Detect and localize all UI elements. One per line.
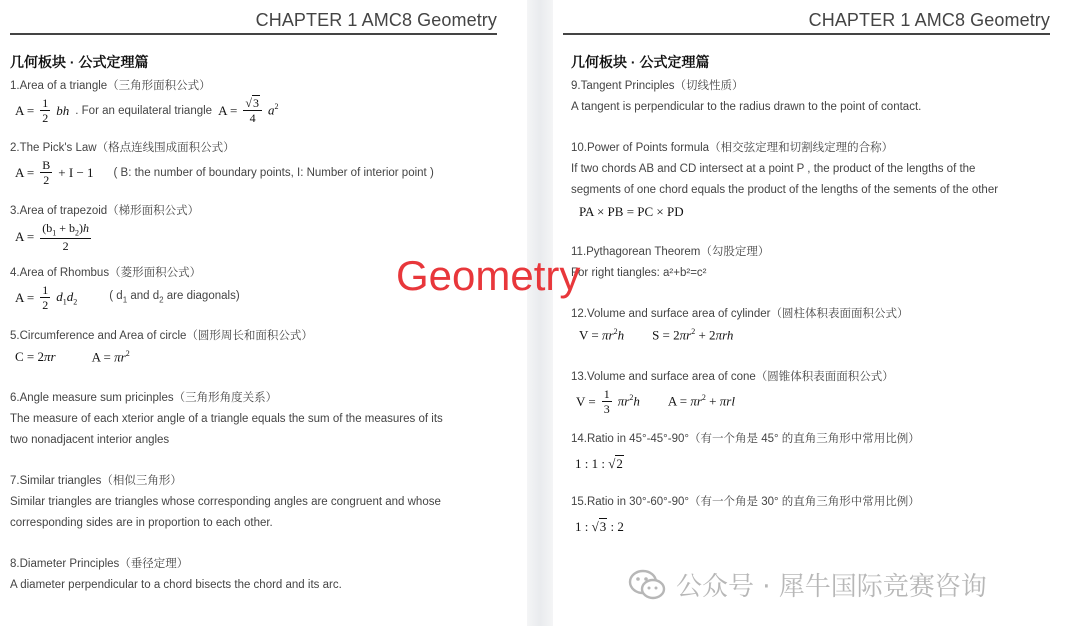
- item-title: 2.The Pick's Law（格点连线围成面积公式）: [10, 142, 235, 154]
- item-line: A tangent is perpendicular to the radius drawn to the point of contact.: [571, 101, 922, 113]
- item-tangent: [571, 76, 1071, 118]
- item-similar-triangles: [10, 471, 510, 534]
- item-title: 12.Volume and surface area of cylinder（圆柱体积表面面积公式）: [571, 308, 909, 320]
- formula-picks-law: A = $\frac{B}{2}$ + I − 1 ( B: the number of boundary points, I: Number of interior point ): [15, 158, 434, 187]
- item-circle: [10, 326, 510, 365]
- formula-rhombus-area: A = $\frac{1}{2}$ $d_1d_2$ ( $d_1$ and $d_2$ are diagonals): [15, 283, 240, 312]
- formula-cone: V = $\frac{1}{3}$ $\pi r^2h$ $A = \pi r^2 + \pi rl$: [576, 387, 735, 416]
- item-line: A diameter perpendicular to a chord bisects the chord and its arc.: [10, 579, 342, 591]
- item-cylinder: [571, 304, 1071, 343]
- item-line: The measure of each xterior angle of a triangle equals the sum of the measures of its: [10, 413, 443, 425]
- item-title: 14.Ratio in 45°-45°-90°（有一个角是 45° 的直角三角形中常用比例）: [571, 433, 920, 445]
- item-line: If two chords AB and CD intersect at a point P , the product of the lengths of the: [571, 163, 976, 175]
- right-page: [553, 0, 1080, 626]
- formula-ratio-30: 1 : √3 : 2: [575, 519, 624, 534]
- item-title: 9.Tangent Principles（切线性质）: [571, 80, 744, 92]
- formula-cylinder: $V = \pi r^2h$ $S = 2\pi r^2 + 2\pi rh$: [579, 327, 734, 343]
- item-line: For right tiangles: a²+b²=c²: [571, 267, 707, 279]
- item-title: 5.Circumference and Area of circle（圆形周长和面积公式）: [10, 330, 313, 342]
- formula-power-of-point: PA × PB = PC × PD: [579, 204, 684, 219]
- item-line: corresponding sides are in proportion to each other.: [10, 517, 273, 529]
- item-angle-sum: [10, 388, 510, 451]
- item-title: 15.Ratio in 30°-60°-90°（有一个角是 30° 的直角三角形中常用比例）: [571, 496, 920, 508]
- page-header: CHAPTER 1 AMC8 Geometry: [255, 10, 497, 30]
- geometry-watermark: Geometry: [396, 252, 581, 299]
- item-title: 4.Area of Rhombus（菱形面积公式）: [10, 267, 202, 279]
- formula-ratio-45: 1 : 1 : √2: [575, 456, 623, 471]
- item-ratio-45: [571, 429, 1071, 472]
- item-pythagorean: [571, 242, 1071, 284]
- item-picks-law: [10, 138, 510, 186]
- item-line: segments of one chord equals the product of the lengths of the sements of the other: [571, 184, 999, 196]
- item-title: 6.Angle measure sum pricinples（三角形角度关系）: [10, 392, 278, 404]
- item-title: 1.Area of a triangle（三角形面积公式）: [10, 80, 211, 92]
- formula-triangle-area: A = $\frac{1}{2}$ bh . For an equilateral triangle A = $\frac{√3}{4}$ $a^2$: [15, 96, 279, 125]
- item-power-of-point: [571, 138, 1071, 220]
- item-title: 10.Power of Points formula（相交弦定理和切割线定理的合称）: [571, 142, 894, 154]
- section-title: 几何板块 · 公式定理篇: [10, 54, 149, 70]
- item-title: 7.Similar triangles（相似三角形）: [10, 475, 182, 487]
- item-ratio-30: [571, 492, 1071, 535]
- item-cone: [571, 367, 1071, 415]
- formula-note: . For an equilateral triangle: [75, 104, 213, 117]
- formula-circle: C = 2πr $A = \pi r^2$: [15, 349, 130, 365]
- account-name: 公众号 · 犀牛国际竞赛咨询: [676, 572, 987, 602]
- item-diameter: [10, 554, 510, 596]
- item-trapezoid-area: [10, 201, 510, 252]
- header-rule: [563, 33, 1050, 35]
- formula-note: ( B: the number of boundary points, I: Number of interior point ): [113, 166, 434, 179]
- left-page: [0, 0, 527, 626]
- header-rule: [10, 33, 497, 35]
- item-title: 3.Area of trapezoid（梯形面积公式）: [10, 205, 200, 217]
- account-watermark: [628, 566, 987, 603]
- section-title: 几何板块 · 公式定理篇: [571, 54, 710, 70]
- page-gutter: [527, 0, 553, 626]
- item-line: two nonadjacent interior angles: [10, 434, 170, 446]
- item-triangle-area: [10, 76, 510, 124]
- item-title: 11.Pythagorean Theorem（勾股定理）: [571, 246, 770, 258]
- wechat-icon: [628, 569, 666, 601]
- page-header: CHAPTER 1 AMC8 Geometry: [808, 10, 1050, 30]
- item-title: 8.Diameter Principles（垂径定理）: [10, 558, 189, 570]
- formula-trapezoid-area: A = $\frac{(b_1 + b_2)h}{2}$: [15, 221, 90, 254]
- item-line: Similar triangles are triangles whose corresponding angles are congruent and whose: [10, 496, 441, 508]
- item-title: 13.Volume and surface area of cone（圆锥体积表面面积公式）: [571, 371, 894, 383]
